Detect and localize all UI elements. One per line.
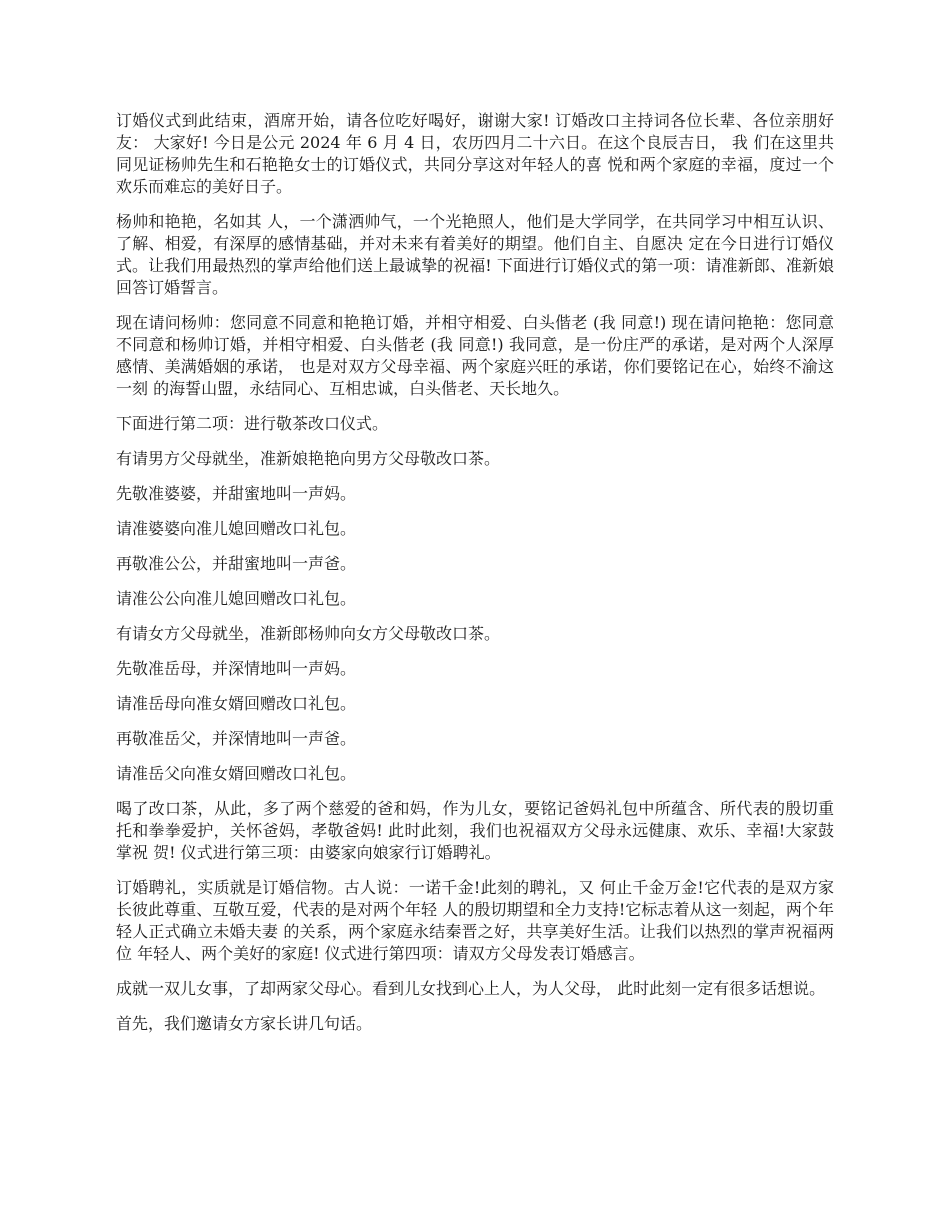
paragraph: 成就一双儿女事，了却两家父母心。看到儿女找到心上人，为人父母， 此时此刻一定有很多话想说。 <box>116 979 826 998</box>
paragraph: 首先，我们邀请女方家长讲几句话。 <box>116 1014 373 1033</box>
paragraph: 有请女方父母就坐，准新郎杨帅向女方父母敬改口茶。 <box>116 624 501 643</box>
paragraph: 下面进行第二项：进行敬茶改口仪式。 <box>116 414 389 433</box>
paragraph: 现在请问杨帅：您同意不同意和艳艳订婚，并相守相爱、白头偕老 (我 同意!) 现在请问艳艳：您同意不同意和杨帅订婚，并相守相爱、白头偕老 (我 同意!) 我同意，是一份庄严的承诺，是对两个人深厚感情、美满婚姻的承诺， 也是对双方父母幸福、两个家庭兴旺的承诺，你们要铭记在心，始终不渝这一刻 的海誓山盟，永结同心、互相忠诚，白头偕老、天长地久。 <box>116 313 834 398</box>
paragraph: 再敬准岳父，并深情地叫一声爸。 <box>116 729 357 748</box>
paragraph: 杨帅和艳艳，名如其 人，一个潇洒帅气，一个光艳照人，他们是大学同学，在共同学习中相互认识、 了解、相爱，有深厚的感情基础，并对未来有着美好的期望。他们自主、自愿决 定在今日进行订婚仪式。让我们用最热烈的掌声给他们送上最诚挚的祝福! 下面进行订婚仪式的第一项：请准新郎、准新娘回答订婚誓言。 <box>116 212 834 297</box>
paragraph: 先敬准婆婆，并甜蜜地叫一声妈。 <box>116 484 357 503</box>
paragraph: 请准公公向准儿媳回赠改口礼包。 <box>116 589 357 608</box>
paragraph: 有请男方父母就坐，准新娘艳艳向男方父母敬改口茶。 <box>116 449 501 468</box>
paragraph: 请准岳父向准女婿回赠改口礼包。 <box>116 764 357 783</box>
paragraph: 请准岳母向准女婿回赠改口礼包。 <box>116 694 357 713</box>
paragraph: 请准婆婆向准儿媳回赠改口礼包。 <box>116 519 357 538</box>
document-body <box>116 110 834 1048</box>
paragraph: 订婚聘礼，实质就是订婚信物。古人说：一诺千金!此刻的聘礼，又 何止千金万金!它代表的是双方家长彼此尊重、互敬互爱，代表的是对两个年轻 人的殷切期望和全力支持!它标志着从这一刻起，两个年轻人正式确立未婚夫妻 的关系，两个家庭永结秦晋之好，共享美好生活。让我们以热烈的掌声祝福两位 年轻人、两个美好的家庭! 仪式进行第四项：请双方父母发表订婚感言。 <box>116 878 834 963</box>
paragraph: 喝了改口茶，从此，多了两个慈爱的爸和妈，作为儿女，要铭记爸妈礼包中所蕴含、所代表的殷切重托和拳拳爱护，关怀爸妈，孝敬爸妈! 此时此刻，我们也祝福双方父母永远健康、欢乐、幸福!大家鼓掌祝 贺! 仪式进行第三项：由婆家向娘家行订婚聘礼。 <box>116 799 834 862</box>
paragraph: 订婚仪式到此结束，酒席开始，请各位吃好喝好，谢谢大家! 订婚改口主持词各位长辈、各位亲朋好友： 大家好! 今日是公元 2024 年 6 月 4 日，农历四月二十六日。在这个良辰吉日， 我 们在这里共同见证杨帅先生和石艳艳女士的订婚仪式，共同分享这对年轻人的喜 悦和两个家庭的幸福，度过一个欢乐而难忘的美好日子。 <box>116 111 834 196</box>
paragraph: 再敬准公公，并甜蜜地叫一声爸。 <box>116 554 357 573</box>
paragraph: 先敬准岳母，并深情地叫一声妈。 <box>116 659 357 678</box>
